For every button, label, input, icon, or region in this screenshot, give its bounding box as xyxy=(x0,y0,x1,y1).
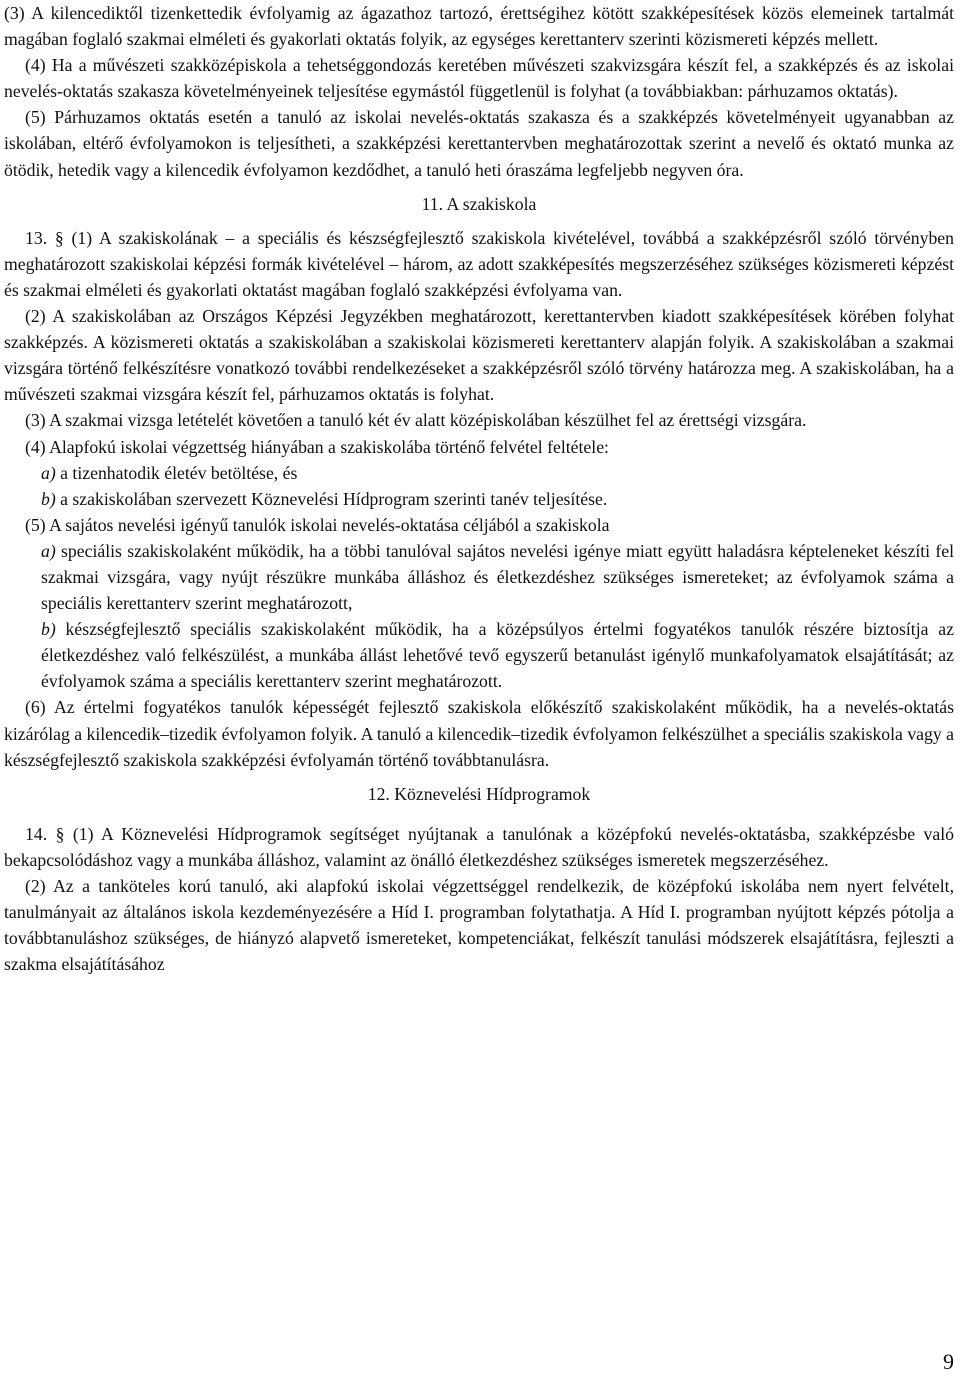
page-number: 9 xyxy=(943,1349,954,1374)
item-label: b) xyxy=(41,488,56,509)
paragraph-12-3: (3) A kilencediktől tizenkettedik évfolyamig az ágazathoz tartozó, érettségihez kötött szakképesítések közös elemeinek tartalmát magában foglaló szakmai elméleti és gyakorlati oktatás folyik, az egységes kerettanterv szerinti közismereti képzés mellett. xyxy=(4,3,954,50)
paragraph-13-5: (5) A sajátos nevelési igényű tanulók iskolai nevelés-oktatása céljából a szakiskola xyxy=(25,514,610,535)
item-text: a tizenhatodik életév betöltése, és xyxy=(55,462,298,483)
item-text: speciális szakiskolaként működik, ha a többi tanulóval sajátos nevelési igénye miatt együtt haladásra képteleneket készíti fel szakmai vizsgára, vagy nyújt részükre munkába álláshoz és életkezdéshez szükséges ismereteket; az évfolyamok száma a speciális kerettanterv szerint meghatározott, xyxy=(41,540,954,614)
paragraph-13-6: (6) Az értelmi fogyatékos tanulók képességét fejlesztő szakiskola előkészítő szakiskolaként működik, ha a nevelés-oktatás kizárólag a kilencedik–tizedik évfolyamon folyik. A tanuló a kilencedik–tizedik évfolyamon felkészülhet a speciális szakiskola vagy a készségfejlesztő szakiskola szakképzési évfolyamán történő továbbtanulásra. xyxy=(4,697,954,770)
paragraph-13-4: (4) Alapfokú iskolai végzettség hiányában a szakiskolába történő felvétel feltétele: xyxy=(25,436,609,457)
list-item-13-4-b xyxy=(41,486,954,512)
list-item-13-4-a xyxy=(41,460,954,486)
paragraph-13-3: (3) A szakmai vizsga letételét követően a tanuló két év alatt középiskolában készülhet fel az érettségi vizsgára. xyxy=(25,410,807,431)
paragraph-12-5: (5) Párhuzamos oktatás esetén a tanuló az iskolai nevelés-oktatás szakasza és a szakképzés követelményeit ugyanabban az iskolában, eltérő évfolyamokon is teljesítheti, a szakképzési kerettantervben meghatározottak szerint a nevelő és oktató munka az ötödik, hetedik vagy a kilencedik évfolyamon kezdődhet, a tanuló heti óraszáma legfeljebb negyven óra. xyxy=(4,107,954,180)
item-label: a) xyxy=(41,540,56,561)
item-text: készségfejlesztő speciális szakiskolaként működik, ha a középsúlyos értelmi fogyatékos tanulók részére biztosítja az életkezdéshez való felkészülést, a munkába állást lehetővé tevő egyszerű betanulást igénylő munkafolyamatok elsajátítását; az évfolyamok száma a speciális kerettanterv szerint meghatározott. xyxy=(41,619,954,692)
list-item-13-5-a xyxy=(41,538,954,616)
paragraph-14-1: 14. § (1) A Köznevelési Hídprogramok segítséget nyújtanak a tanulónak a középfokú nevelés-oktatásba, szakképzésbe való bekapcsolódáshoz vagy a munkába álláshoz, valamint az önálló életkezdéshez szükséges ismeretek megszerzéséhez. xyxy=(4,823,954,870)
item-text: a szakiskolában szervezett Köznevelési Hídprogram szerinti tanév teljesítése. xyxy=(55,488,608,509)
paragraph-14-2: (2) Az a tanköteles korú tanuló, aki alapfokú iskolai végzettséggel rendelkezik, de középfokú iskolába nem nyert felvételt, tanulmányait az általános iskola kezdeményezésére a Híd I. programban folytathatja. A Híd I. programban nyújtott képzés pótolja a továbbtanuláshoz szükséges, de hiányzó alapvető ismereteket, kompetenciákat, felkészít tanulási módszerek elsajátításra, fejleszti a szakma elsajátításához xyxy=(4,876,954,975)
paragraph-13-2: (2) A szakiskolában az Országos Képzési Jegyzékben meghatározott, kerettantervben kiadott szakképesítések körében folyhat szakképzés. A közismereti oktatás a szakiskolában a szakiskolai közismereti kerettanterv alapján folyik. A szakiskolában a szakmai vizsgára történő felkészítésre vonatkozó további rendelkezéseket a szakképzésről szóló törvény határozza meg. A szakiskolában, ha a művészeti szakmai vizsgára készít fel, párhuzamos oktatás is folyhat. xyxy=(4,306,954,405)
item-label: b) xyxy=(41,619,56,640)
document-body xyxy=(4,0,954,977)
section-heading-12: 12. Köznevelési Hídprogramok xyxy=(367,783,591,804)
list-item-13-5-b xyxy=(41,616,954,694)
item-label: a) xyxy=(41,462,56,483)
paragraph-12-4: (4) Ha a művészeti szakközépiskola a tehetséggondozás keretében művészeti szakvizsgára készít fel, a szakképzés és az iskolai nevelés-oktatás szakasza követelményeinek teljesítése egymástól függetlenül is folyhat (a továbbiakban: párhuzamos oktatás). xyxy=(4,55,954,102)
paragraph-13-1: 13. § (1) A szakiskolának – a speciális és készségfejlesztő szakiskola kivételével, továbbá a szakképzésről szóló törvényben meghatározott szakiskolai képzési formák kivételével – három, az adott szakképesítés megszerzéséhez szükséges közismereti képzést és szakmai elméleti és gyakorlati oktatást magában foglaló szakképzési évfolyama van. xyxy=(4,227,954,300)
section-heading-11: 11. A szakiskola xyxy=(421,193,537,214)
